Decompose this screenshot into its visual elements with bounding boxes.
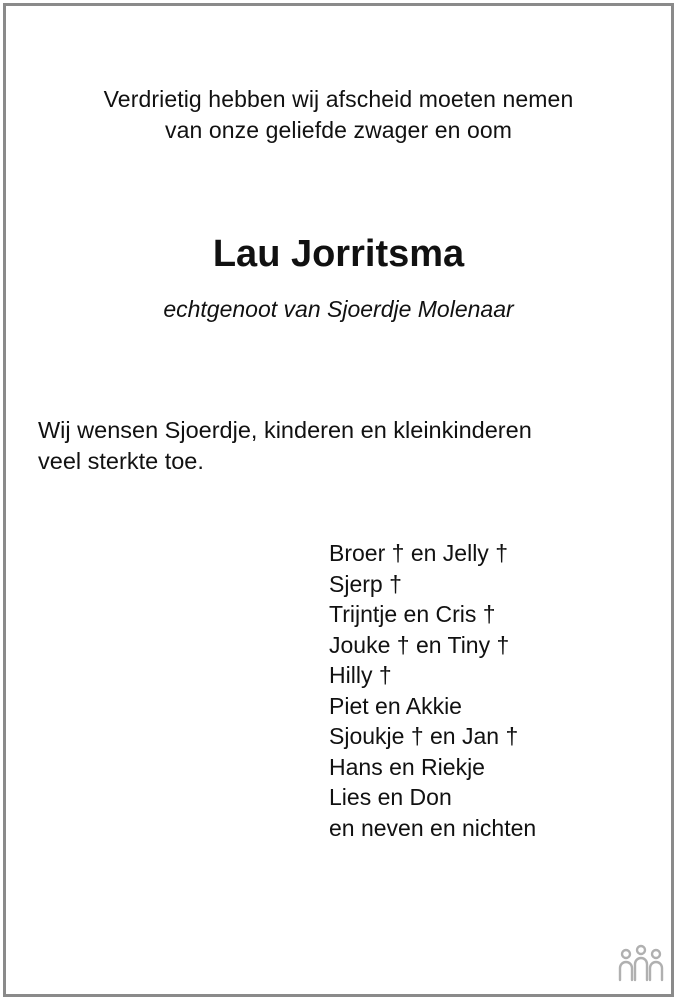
family-member: Hilly †: [329, 662, 392, 688]
intro-line-2: van onze geliefde zwager en oom: [164, 117, 513, 143]
family-member: Sjerp †: [329, 570, 402, 597]
family-member: Lies en Don: [329, 784, 452, 810]
family-signatures: [329, 538, 649, 843]
family-member: Sjoukje † en Jan †: [329, 723, 519, 749]
family-member: en neven en nichten: [329, 814, 537, 841]
family-member: Piet en Akkie: [329, 692, 462, 719]
people-group-icon: [617, 944, 665, 984]
deceased-name: Lau Jorritsma: [212, 233, 465, 275]
condolence-text: [38, 415, 648, 477]
family-member: Hans en Riekje: [329, 753, 485, 780]
condolence-line-2: veel sterkte toe.: [38, 448, 204, 474]
spouse-line: echtgenoot van Sjoerdje Molenaar: [163, 296, 514, 322]
intro-text: [0, 84, 677, 146]
family-member: Trijntje en Cris †: [329, 601, 496, 627]
notice-frame: [3, 3, 674, 997]
family-member: Broer † en Jelly †: [329, 540, 508, 566]
family-member: Jouke † en Tiny †: [329, 631, 510, 658]
intro-line-1: Verdrietig hebben wij afscheid moeten nemen: [103, 86, 574, 112]
condolence-line-1: Wij wensen Sjoerdje, kinderen en kleinkinderen: [38, 417, 532, 443]
